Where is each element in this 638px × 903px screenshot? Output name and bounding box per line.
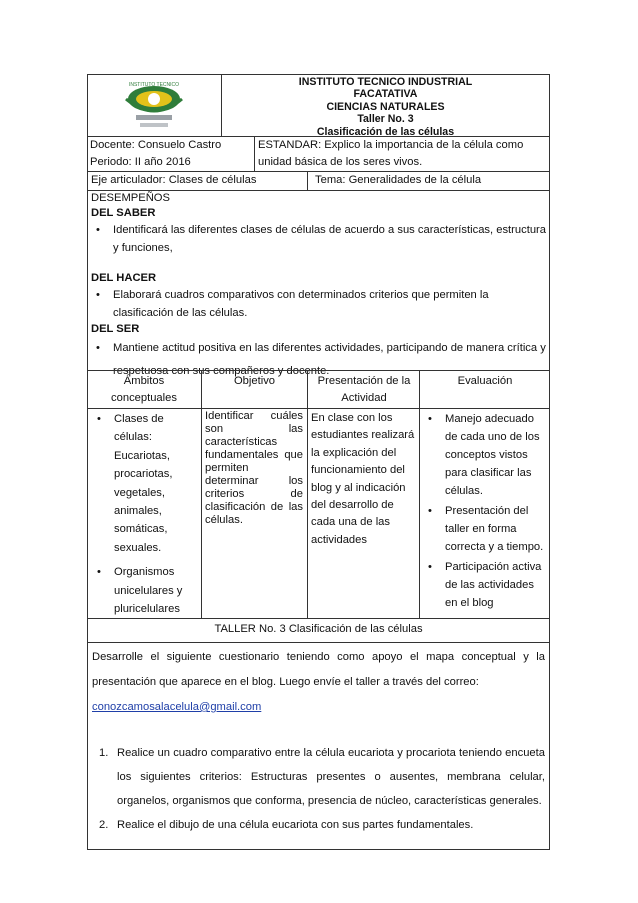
ambito-item: • Organismos unicelulares y pluricelulares <box>92 563 194 618</box>
col-header-evaluacion: Evaluación <box>457 375 513 387</box>
city-name: FACATATIVA <box>353 88 418 101</box>
school-name: INSTITUTO TECNICO INDUSTRIAL <box>298 76 473 88</box>
ambitos-cell <box>92 410 198 618</box>
presentacion-cell <box>311 410 415 549</box>
question-2 <box>92 813 545 837</box>
presentacion-text: En clase con los estudiantes realizará la explicación del funcionamiento del blog y al indicación del desarrollo de cada una de las actividades <box>311 412 415 546</box>
teacher-name: Docente: Consuelo Castro <box>90 139 222 151</box>
evaluacion-item: • Manejo adecuado de cada uno de los conceptos vistos para clasificar las células. <box>423 410 548 500</box>
theme-text: Tema: Generalidades de la célula <box>315 174 482 186</box>
desempenos-title: DESEMPEÑOS <box>91 192 170 204</box>
standard-cell <box>258 136 546 171</box>
axis-text: Eje articulador: Clases de células <box>91 174 257 186</box>
header-titles <box>222 76 549 138</box>
hacer-item: • Elaborará cuadros comparativos con determinados criterios que permiten la clasificación de las células. <box>91 286 546 322</box>
objetivo-cell <box>205 410 303 527</box>
taller-body <box>92 645 545 837</box>
school-logo <box>112 79 196 133</box>
svg-text:INSTITUTO TECNICO: INSTITUTO TECNICO <box>128 82 180 88</box>
question-2-text: Realice el dibujo de una célula eucariota con sus partes fundamentales. <box>117 819 474 831</box>
objetivo-text: Identificar cuáles son las características fundamentales que permiten determinar los criterios de clasificación de las células. <box>205 410 303 526</box>
question-1-text: Realice un cuadro comparativo entre la célula eucariota y procariota teniendo encueta los siguientes criterios: Estructuras presentes o ausentes, membrana celular, organelos, organismos que conforma, presencia de núcleo, características generales. <box>117 747 545 807</box>
period: Periodo: II año 2016 <box>90 156 191 168</box>
workshop-number: Taller No. 3 <box>357 113 414 126</box>
question-1-number: 1. <box>99 747 109 759</box>
col-header-presentacion: Presentación de la Actividad <box>317 375 411 404</box>
saber-title: DEL SABER <box>91 207 156 219</box>
question-1 <box>92 741 545 813</box>
ser-title: DEL SER <box>91 323 140 335</box>
crest-icon <box>112 79 196 133</box>
email-link[interactable]: conozcamosalacelula@gmail.com <box>92 701 262 713</box>
col-header-objetivo: Objetivo <box>233 375 276 387</box>
col-header-ambitos: Ámbitos conceptuales <box>111 375 177 404</box>
evaluacion-item: • Participación activa de las actividades en el blog <box>423 558 548 612</box>
workshop-topic: Clasificación de las células <box>316 125 455 138</box>
teacher-period-cell <box>90 136 252 171</box>
desempenos-section <box>91 191 546 383</box>
ser-item: • Mantiene actitud positiva en las diferentes actividades, participando de manera crítica y respetuosa con sus compañeros y docente. <box>91 337 546 383</box>
question-2-number: 2. <box>99 819 109 831</box>
standard-text: ESTANDAR: Explico la importancia de la célula como unidad básica de los seres vivos. <box>258 139 524 168</box>
hacer-title: DEL HACER <box>91 272 157 284</box>
evaluacion-item: • Presentación del taller en forma correcta y a tiempo. <box>423 502 548 556</box>
evaluacion-cell <box>423 410 548 612</box>
saber-item: • Identificará las diferentes clases de células de acuerdo a sus características, estructura y funciones, <box>91 221 546 257</box>
taller-title: TALLER No. 3 Clasificación de las células <box>214 623 423 635</box>
axis-cell <box>91 173 305 188</box>
ambito-item: • Clases de células: Eucariotas, procariotas, vegetales, animales, somáticas, sexuales. <box>92 410 194 557</box>
theme-cell <box>315 173 547 188</box>
subject-name: CIENCIAS NATURALES <box>326 100 445 113</box>
taller-intro: Desarrolle el siguiente cuestionario teniendo como apoyo el mapa conceptual y la presentación que aparece en el blog. Luego envíe el taller a través del correo: <box>92 651 545 688</box>
